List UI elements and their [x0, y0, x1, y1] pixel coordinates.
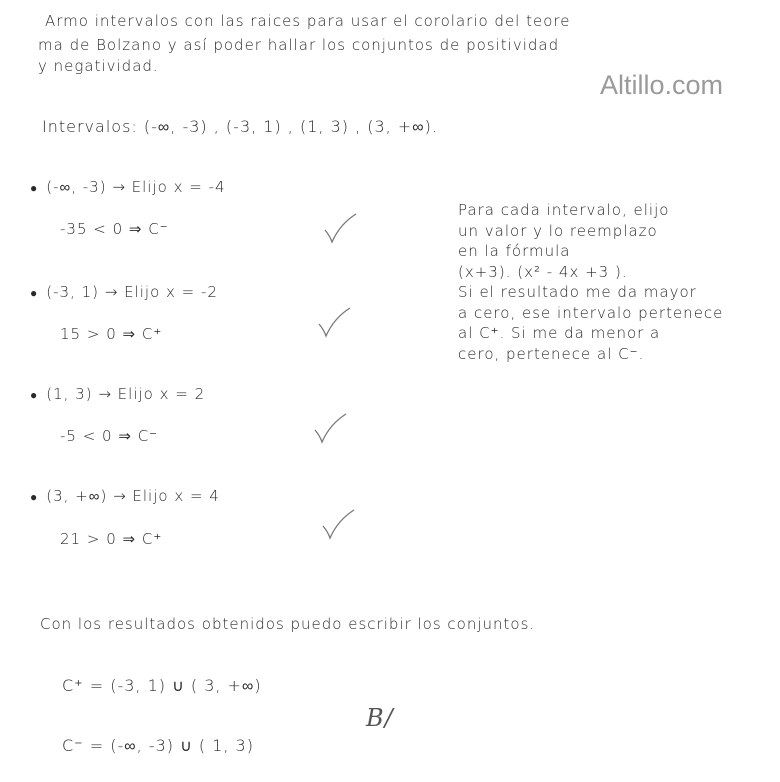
intro-line-3: y negatividad.	[38, 57, 159, 75]
conclusion-line: Con los resultados obtenidos puedo escribir los conjuntos.	[40, 615, 536, 633]
bullet-icon: ●	[30, 490, 39, 504]
checkmark-icon	[312, 412, 348, 446]
note-line: (x+3). (x² - 4x +3 ).	[458, 262, 628, 281]
case-1-result: -35 < 0 ⇒ C⁻	[60, 220, 169, 238]
checkmark-icon	[322, 212, 358, 246]
case-3-interval-text: (1, 3) → Elijo x = 2	[46, 385, 206, 403]
intro-line-1: Armo intervalos con las raices para usar el corolario del teore	[45, 12, 571, 30]
intro-line-2: ma de Bolzano y así poder hallar los conjuntos de positividad	[38, 36, 560, 54]
case-4-interval-text: (3, +∞) → Elijo x = 4	[46, 487, 220, 505]
note-line: en la fórmula	[458, 242, 571, 260]
case-2-result: 15 > 0 ⇒ C⁺	[60, 325, 163, 343]
note-line: Para cada intervalo, elijo	[458, 201, 670, 219]
grade-mark: B/	[366, 704, 394, 732]
intervals-line: Intervalos: (-∞, -3) , (-3, 1) , (1, 3) , (3, +∞).	[42, 117, 438, 136]
case-3-result: -5 < 0 ⇒ C⁻	[60, 427, 159, 445]
note-line: un valor y lo reemplazo	[458, 221, 658, 240]
case-3-interval	[30, 385, 205, 403]
note-line: a cero, ese intervalo pertenece	[458, 303, 724, 322]
c-plus-set: C⁺ = (-3, 1) ∪ ( 3, +∞)	[62, 676, 262, 695]
case-4-result: 21 > 0 ⇒ C⁺	[60, 530, 163, 548]
case-2-interval	[30, 283, 218, 301]
bullet-icon: ●	[30, 286, 39, 300]
c-minus-set: C⁻ = (-∞, -3) ∪ ( 1, 3)	[62, 736, 254, 755]
explanation-note	[458, 200, 778, 364]
note-line: Si el resultado me da mayor	[458, 283, 697, 301]
case-2-interval-text: (-3, 1) → Elijo x = -2	[46, 283, 218, 301]
checkmark-icon	[320, 508, 356, 542]
checkmark-icon	[316, 306, 352, 340]
watermark: Altillo.com	[600, 70, 724, 100]
case-1-interval-text: (-∞, -3) → Elijo x = -4	[46, 178, 226, 196]
note-line: cero, pertenece al C⁻.	[458, 344, 645, 363]
bullet-icon: ●	[30, 181, 39, 195]
case-4-interval	[30, 487, 220, 505]
note-line: al C⁺. Si me da menor a	[458, 324, 661, 342]
case-1-interval	[30, 178, 226, 196]
bullet-icon: ●	[30, 388, 39, 402]
